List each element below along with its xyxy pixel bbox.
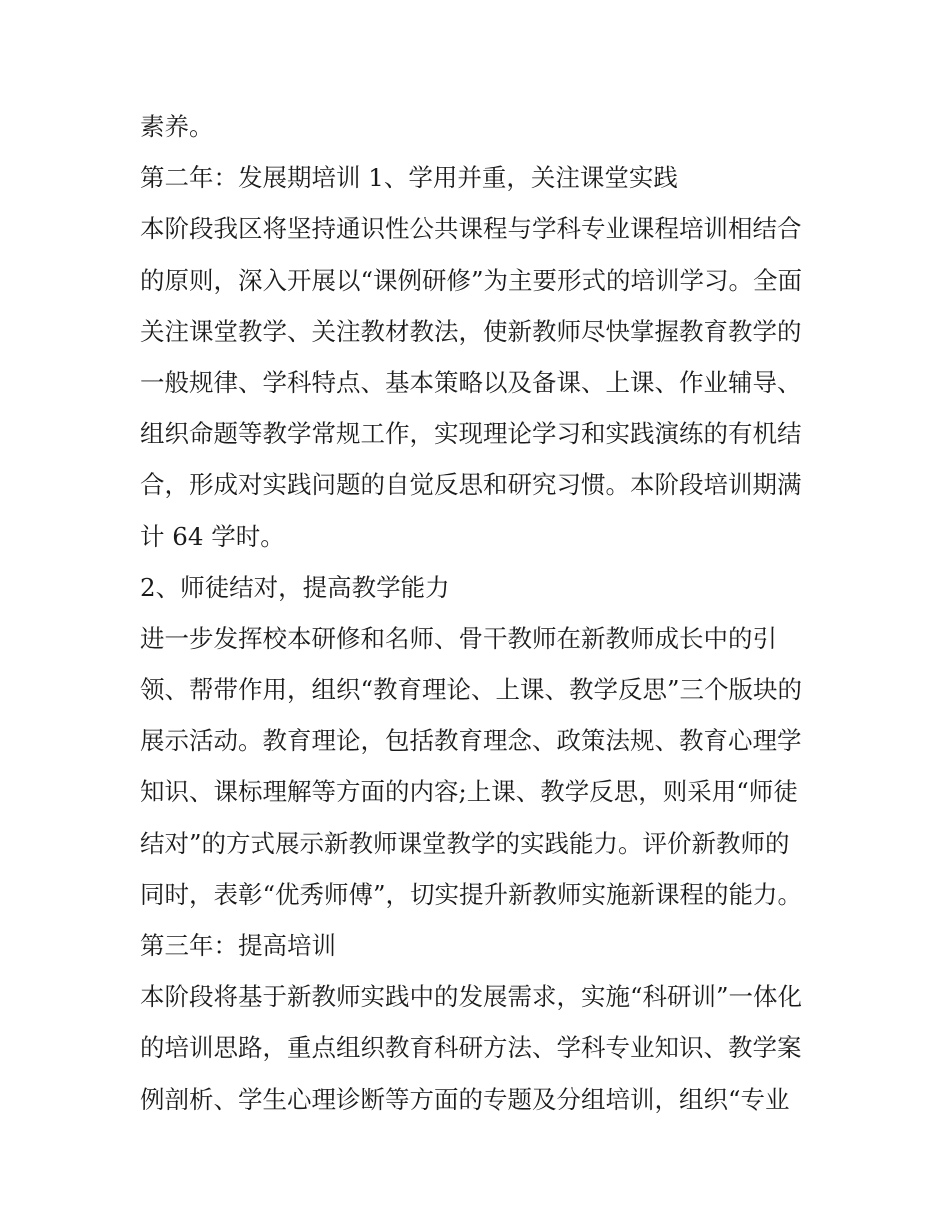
text-line: 领、帮带作用，组织“教育理论、上课、教学反思”三个版块的	[140, 675, 803, 705]
text-line: 本阶段我区将坚持通识性公共课程与学科专业课程培训相结合	[140, 214, 802, 244]
text-line: 结对”的方式展示新教师课堂教学的实践能力。评价新教师的	[140, 828, 790, 858]
text-line: 合，形成对实践问题的自觉反思和研究习惯。本阶段培训期满	[140, 470, 802, 500]
text-line: 关注课堂教学、关注教材教法，使新教师尽快掌握教育教学的	[140, 316, 802, 346]
text-line: 同时，表彰“优秀师傅”，切实提升新教师实施新课程的能力。	[140, 879, 803, 909]
section-heading-year-two: 第二年：发展期培训 1、学用并重，关注课堂实践	[140, 163, 678, 193]
text-line: 进一步发挥校本研修和名师、骨干教师在新教师成长中的引	[140, 623, 777, 653]
text-line: 组织命题等教学常规工作，实现理论学习和实践演练的有机结	[140, 419, 802, 449]
text-line: 知识、课标理解等方面的内容;上课、教学反思，则采用“师徒	[140, 777, 798, 807]
text-line: 展示活动。教育理论，包括教育理念、政策法规、教育心理学	[140, 726, 802, 756]
subheading-mentorship: 2、师徒结对，提高教学能力	[140, 572, 450, 602]
section-heading-year-three: 第三年：提高培训	[140, 931, 336, 960]
text-line: 例剖析、学生心理诊断等方面的专题及分组培训，组织“专业	[140, 1084, 790, 1114]
document-body	[140, 107, 820, 1131]
text-line: 的培训思路，重点组织教育科研方法、学科专业知识、教学案	[140, 1033, 802, 1063]
text-line: 计 64 学时。	[140, 521, 285, 551]
text-line: 本阶段将基于新教师实践中的发展需求，实施“科研训”一体化	[140, 982, 803, 1012]
text-line: 素养。	[140, 112, 214, 141]
text-line: 一般规律、学科特点、基本策略以及备课、上课、作业辅导、	[140, 367, 802, 397]
text-line: 的原则，深入开展以“课例研修”为主要形式的培训学习。全面	[140, 265, 803, 295]
